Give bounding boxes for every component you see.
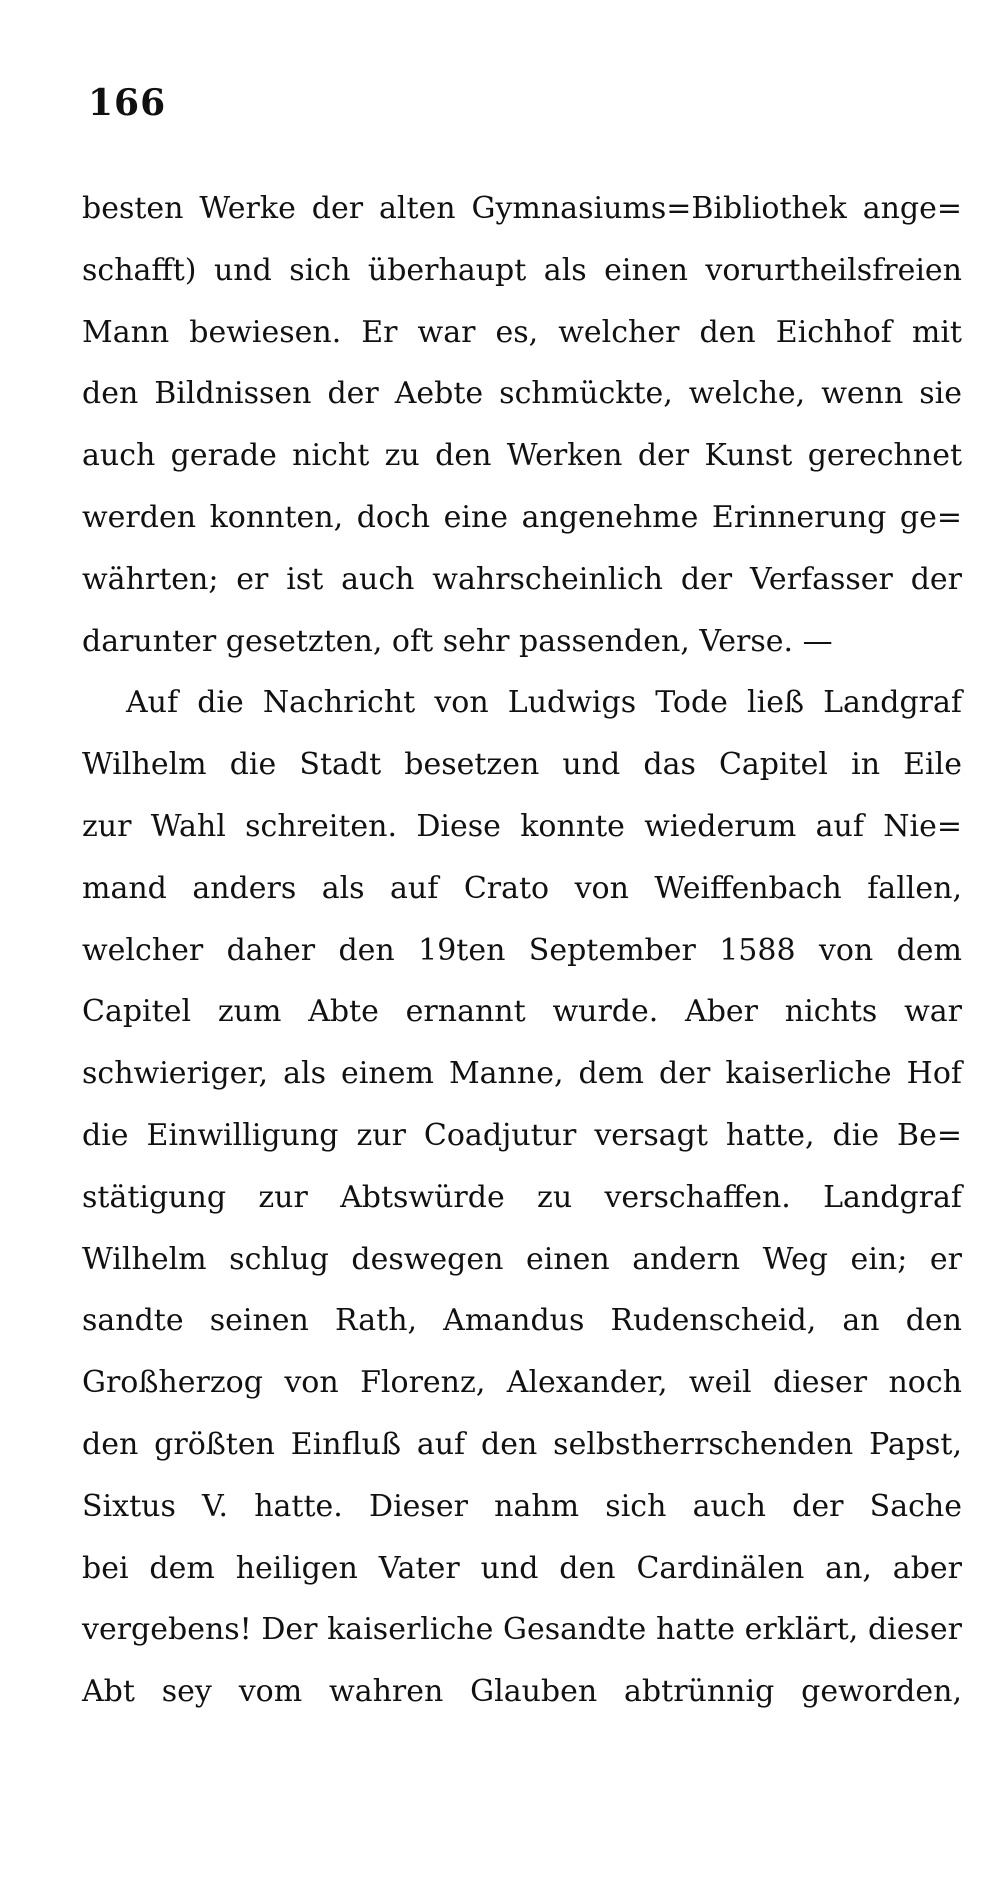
text-line: Großherzog von Florenz, Alexander, weil dieser noch [82,1365,962,1401]
text-line: Wilhelm die Stadt besetzen und das Capitel in Eile [82,747,962,783]
text-line: Capitel zum Abte ernannt wurde. Aber nichts war [82,994,962,1030]
text-line: den Bildnissen der Aebte schmückte, welche, wenn sie [82,376,962,412]
text-line: vergebens! Der kaiserliche Gesandte hatte erklärt, dieser [82,1612,962,1648]
text-line: stätigung zur Abtswürde zu verschaffen. Landgraf [82,1179,962,1215]
text-line: schwieriger, als einem Manne, dem der kaiserliche Hof [82,1056,962,1092]
paragraph-start-line: Auf die Nachricht von Ludwigs Tode ließ Landgraf [126,685,962,721]
text-line: besten Werke der alten Gymnasiums=Bibliothek ange= [82,191,962,226]
text-line: Abt sey vom wahren Glauben abtrünnig geworden, [82,1674,962,1710]
text-line: währten; er ist auch wahrscheinlich der Verfasser der [82,561,962,597]
text-line: zur Wahl schreiten. Diese konnte wiederum auf Nie= [82,808,962,844]
text-line: sandte seinen Rath, Amandus Rudenscheid, an den [82,1303,962,1339]
text-line: Wilhelm schlug deswegen einen andern Weg ein; er [82,1241,962,1277]
paragraph-end-line: darunter gesetzten, oft sehr passenden, Verse. — [82,623,833,659]
page-number: 166 [88,82,167,124]
text-line: schafft) und sich überhaupt als einen vorurtheilsfreien [82,252,962,288]
text-line: werden konnten, doch eine angenehme Erinnerung ge= [82,499,962,535]
text-line: auch gerade nicht zu den Werken der Kunst gerechnet [82,438,962,474]
body-text [82,178,962,1723]
text-line: mand anders als auf Crato von Weiffenbach fallen, [82,870,962,906]
text-line: den größten Einfluß auf den selbstherrschenden Papst, [82,1426,962,1462]
text-line: bei dem heiligen Vater und den Cardinälen an, aber [82,1550,962,1586]
text-line: Mann bewiesen. Er war es, welcher den Eichhof mit [82,314,962,350]
text-line: die Einwilligung zur Coadjutur versagt hatte, die Be= [82,1117,962,1153]
text-line: welcher daher den 19ten September 1588 von dem [82,932,962,968]
text-line: Sixtus V. hatte. Dieser nahm sich auch der Sache [82,1488,962,1524]
